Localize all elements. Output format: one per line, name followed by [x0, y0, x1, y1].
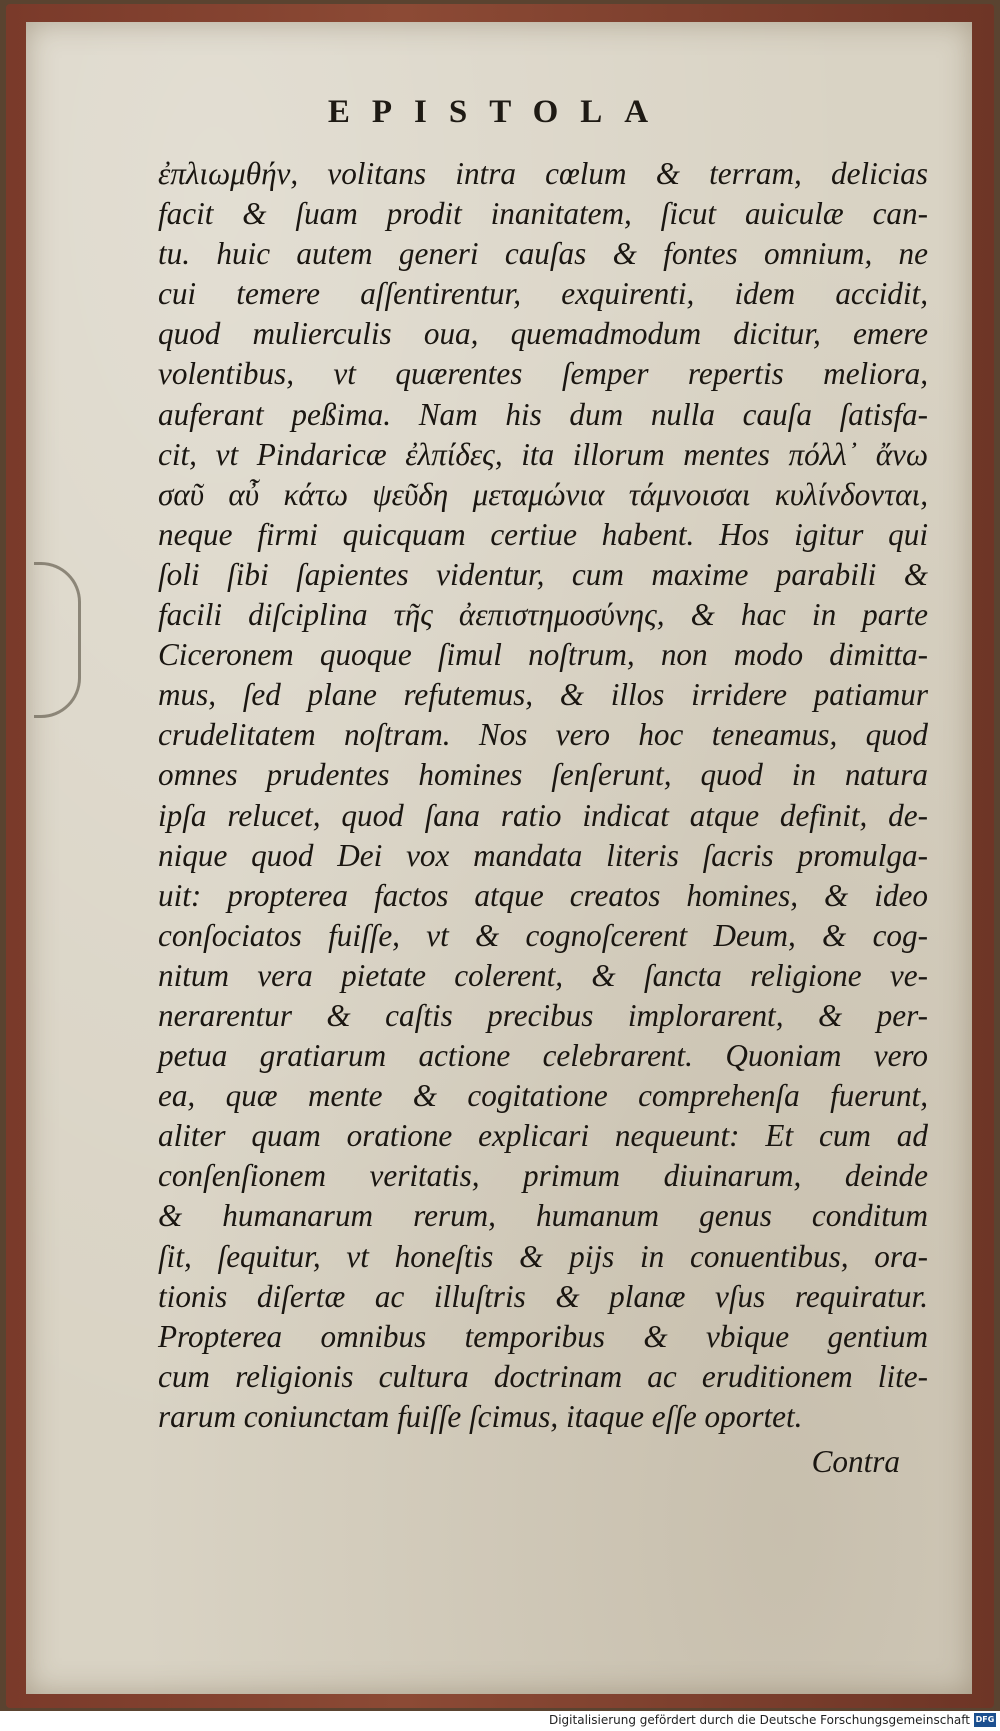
- text-line: ipſa relucet, quod ſana ratio indicat atque definit, de-: [158, 797, 928, 833]
- dfg-logo-icon: DFG: [974, 1713, 996, 1727]
- text-line: mus, ſed plane refutemus, & illos irridere patiamur: [158, 677, 928, 713]
- text-line: nique quod Dei vox mandata literis ſacris promulga-: [158, 837, 928, 873]
- catchword: Contra: [811, 1444, 900, 1479]
- text-line: ἐπλιωμθήν, volitans intra cœlum & terram, delicias: [158, 156, 928, 191]
- text-line: conſenſionem veritatis, primum diuinarum, deinde: [158, 1158, 928, 1194]
- book-page: [26, 22, 972, 1694]
- text-line: tu. huic autem generi cauſas & fontes omnium, ne: [158, 236, 928, 272]
- clasp-mark: [34, 562, 81, 718]
- text-line: quod mulierculis oua, quemadmodum dicitur, emere: [158, 316, 928, 352]
- funding-credit: Digitalisierung gefördert durch die Deutsche Forschungsgemeinschaft: [548, 1713, 970, 1727]
- text-line: σαῦ αὖ κάτω ψεῦδη μεταμώνια τάμνοισαι κυλίνδονται,: [158, 476, 928, 512]
- running-header: EPISTOLA: [327, 94, 671, 130]
- text-line: facili diſciplina τῆς ἀεπιστημοσύνης, & hac in parte: [158, 597, 928, 633]
- text-line: ſoli ſibi ſapientes videntur, cum maxime parabili &: [158, 556, 928, 592]
- text-line: Propterea omnibus temporibus & vbique gentium: [158, 1318, 928, 1354]
- footer-bar: [0, 1711, 1000, 1731]
- text-line: tionis diſertæ ac illuſtris & planæ vſus requiratur.: [158, 1278, 928, 1314]
- text-line: facit & ſuam prodit inanitatem, ſicut auiculæ can-: [158, 196, 928, 232]
- text-line: Ciceronem quoque ſimul noſtrum, non modo dimitta-: [158, 637, 928, 673]
- text-line: auferant peßima. Nam his dum nulla cauſa ſatisfa-: [158, 396, 928, 432]
- text-line: ea, quæ mente & cogitatione comprehenſa fuerunt,: [158, 1078, 928, 1114]
- text-line: neque firmi quicquam certiue habent. Hos igitur qui: [158, 516, 928, 552]
- text-line: volentibus, vt quærentes ſemper repertis meliora,: [158, 356, 928, 392]
- text-line: rarum coniunctam fuiſſe ſcimus, itaque eſſe oportet.: [158, 1398, 803, 1434]
- body-text: [158, 154, 928, 1437]
- text-line: aliter quam oratione explicari nequeunt: Et cum ad: [158, 1118, 928, 1154]
- text-line: nerarentur & caſtis precibus implorarent, & per-: [158, 997, 928, 1033]
- text-line: crudelitatem noſtram. Nos vero hoc teneamus, quod: [158, 717, 928, 753]
- text-line: cum religionis cultura doctrinam ac eruditionem lite-: [158, 1358, 928, 1394]
- text-line: ſit, ſequitur, vt honeſtis & pijs in conuentibus, ora-: [158, 1238, 928, 1274]
- text-line: nitum vera pietate colerent, & ſancta religione ve-: [158, 957, 928, 993]
- text-line: omnes prudentes homines ſenſerunt, quod in natura: [158, 757, 928, 793]
- text-line: uit: propterea factos atque creatos homines, & ideo: [158, 877, 928, 913]
- text-line: cit, vt Pindaricæ ἐλπίδες, ita illorum mentes πόλλ᾽ ἄνω: [158, 436, 928, 472]
- text-line: cui temere aſſentirentur, exquirenti, idem accidit,: [158, 276, 928, 312]
- text-line: & humanarum rerum, humanum genus conditum: [158, 1198, 928, 1234]
- text-line: conſociatos fuiſſe, vt & cognoſcerent Deum, & cog-: [158, 917, 928, 953]
- text-line: petua gratiarum actione celebrarent. Quoniam vero: [158, 1038, 928, 1074]
